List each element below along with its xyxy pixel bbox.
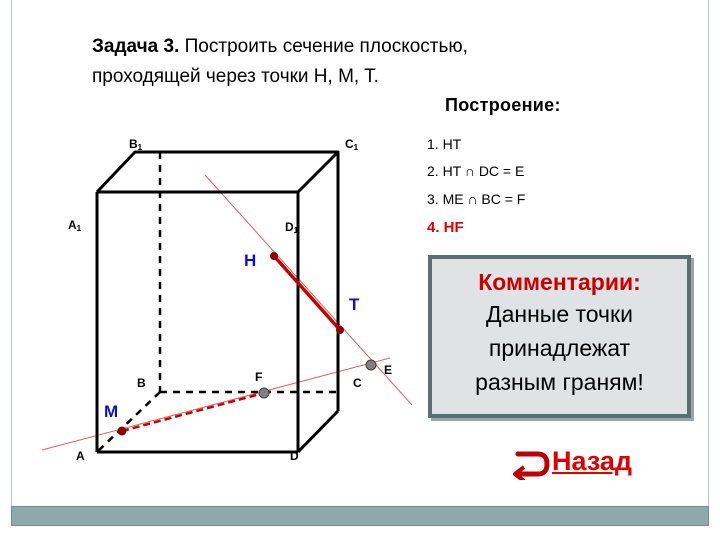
label-C1: C1 (345, 137, 359, 152)
label-A: A (76, 449, 85, 463)
point-E (366, 360, 376, 370)
label-H: H (244, 251, 257, 270)
label-F: F (255, 370, 263, 384)
label-B: B (137, 376, 146, 390)
label-A1: A1 (68, 218, 82, 233)
point-M (118, 427, 127, 436)
construction-title: Построение: (445, 95, 561, 115)
comment-title: Комментарии: (478, 269, 641, 295)
comment-line-1: Данные точки (486, 301, 633, 327)
point-F (259, 388, 269, 398)
line-HT-extension (205, 175, 412, 405)
label-D: D (290, 449, 299, 463)
construction-step-2: 2. HT ∩ DC = E (427, 163, 525, 179)
back-label: Назад (552, 446, 633, 476)
point-T (336, 326, 344, 334)
edge-AB-hidden (97, 392, 160, 452)
task-number: Задача 3. (92, 36, 180, 57)
construction-step-4: 4. HF (427, 219, 464, 236)
construction-step-1: 1. HT (427, 136, 462, 152)
segment-HT (274, 256, 340, 330)
top-face-edges (97, 152, 338, 192)
label-T: T (349, 295, 360, 314)
point-H (270, 252, 278, 260)
task-line-2: проходящей через точки H, M, T. (92, 66, 379, 87)
label-M: M (104, 402, 119, 421)
task-line-1: Построить сечение плоскостью, (184, 36, 468, 57)
edge-DC (298, 411, 338, 452)
label-E: E (384, 363, 393, 377)
comment-line-3: разным граням! (475, 369, 644, 395)
label-C: C (353, 376, 362, 390)
label-B1: B1 (129, 137, 143, 152)
segment-MF (122, 393, 264, 431)
comment-line-2: принадлежат (488, 335, 631, 361)
label-D1: D1 (285, 220, 299, 235)
construction-step-3: 3. ME ∩ BC = F (427, 191, 526, 207)
